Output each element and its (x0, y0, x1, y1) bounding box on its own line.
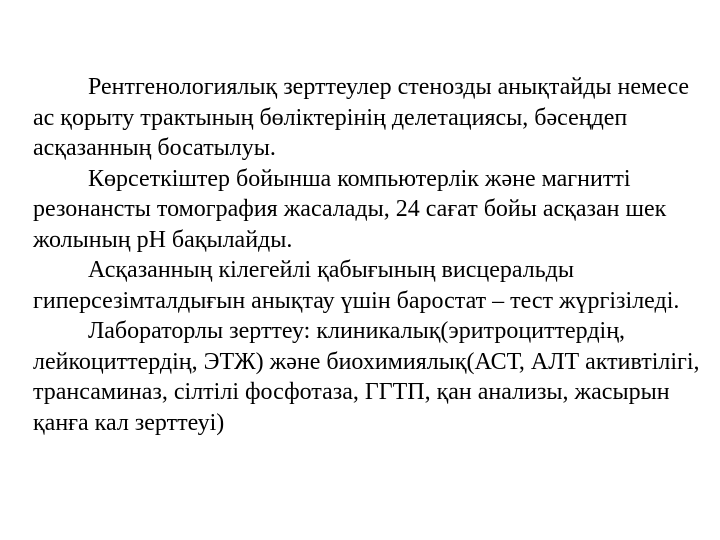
body-text (33, 72, 703, 438)
paragraph-radiology: Рентгенологиялық зерттеулер стенозды анықтайды немесе ас қорыту трактының бөліктерінің делетациясы, бәсеңдеп асқазанның босатылуы. (33, 74, 690, 161)
paragraph-barostat: Асқазанның кілегейлі қабығының висцеральды гиперсезімталдығын анықтау үшін баростат – тест жүргізіледі. (33, 257, 680, 314)
paragraph-laboratory: Лабораторлы зерттеу: клиникалық(эритроциттердің, лейкоциттердің, ЭТЖ) және биохимиялық(АСТ, АЛТ активтілігі, трансаминаз, сілтілі фосфотаза, ГГТП, қан анализы, жасырын қанға кал зерттеуі) (33, 318, 700, 436)
paragraph-tomography: Көрсеткіштер бойынша компьютерлік және магнитті резонансты томография жасалады, 24 сағат бойы асқазан шек жолының pH бақылайды. (33, 165, 667, 253)
